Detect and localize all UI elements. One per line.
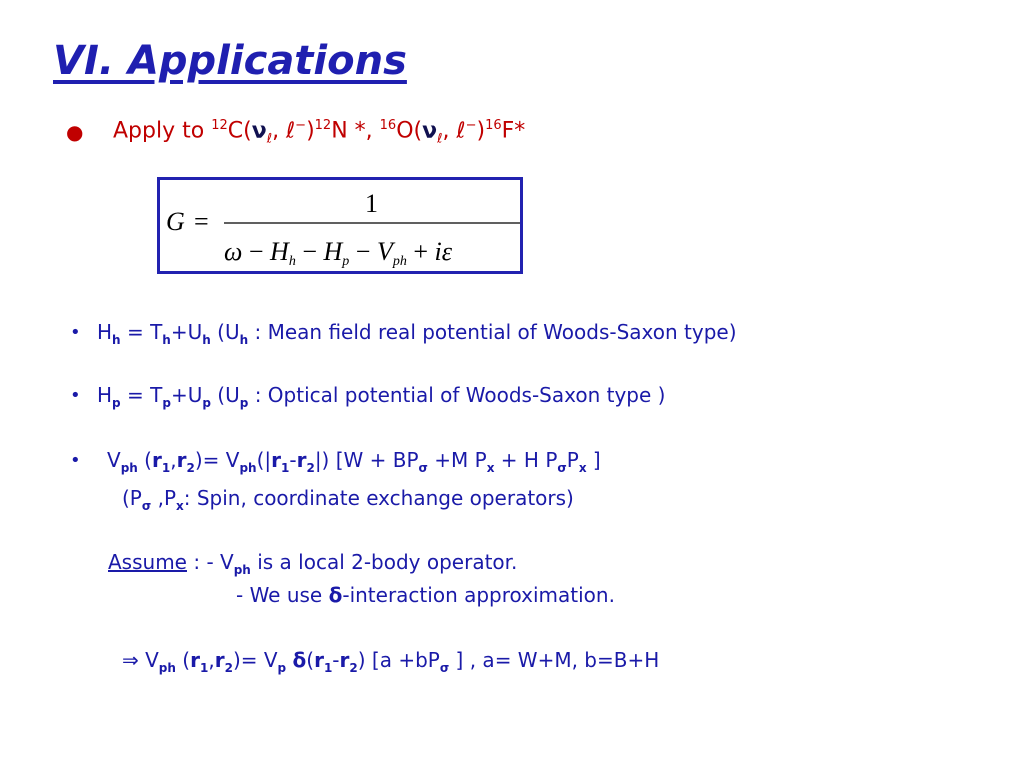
assume-line-2: - We use δ-interaction approximation. [236,583,615,607]
apply-text: Apply to $^{12}C(\nu_\ell$, ℓ−)$^{12}$N *, $^{16}O(\nu_\ell$, ℓ−)$^{16}$F* [113,118,526,147]
result-line: ⇒ $V_{ph}$ $(r_1,r_2)= V_p$ $\delta(r_1-r_2)$ [$a +bP_\sigma$ ] , a= W+M, b=B+H [122,648,660,675]
equation-eq: = [194,207,209,236]
assume-line-1: Assume : - $V_{ph}$ is a local 2-body operator. [108,550,518,577]
bullet-dot: • [70,385,81,406]
bullet-hh: $H_h = T_h+U_h$ ($U_h$ : Mean field real potential of Woods-Saxon type) [97,320,737,347]
bullet-dot: • [70,450,81,471]
bullet-hp: $H_p = T_p+U_p$ ($U_p$ : Optical potential of Woods-Saxon type ) [97,383,666,410]
exchange-note: ($P_\sigma$ $,P_x$: Spin, coordinate exchange operators) [122,486,574,513]
bullet-dot: • [70,322,81,343]
equation-denominator: ω − Hh − Hp − Vph + iε [224,237,452,269]
green-function-equation [157,177,523,274]
equation-lhs: G [166,207,185,236]
equation-svg [160,180,520,271]
bullet-dot: ● [66,120,84,144]
bullet-vph: $V_{ph}$ $(r_1,r_2)= V_{ph}(|r_1-r_2|) [W + BP_\sigma +M$ $P_x + H$ $P_\sigma P_x$ ] [107,448,601,475]
equation-numerator: 1 [365,189,378,218]
page-title: VI. Applications [53,38,407,84]
